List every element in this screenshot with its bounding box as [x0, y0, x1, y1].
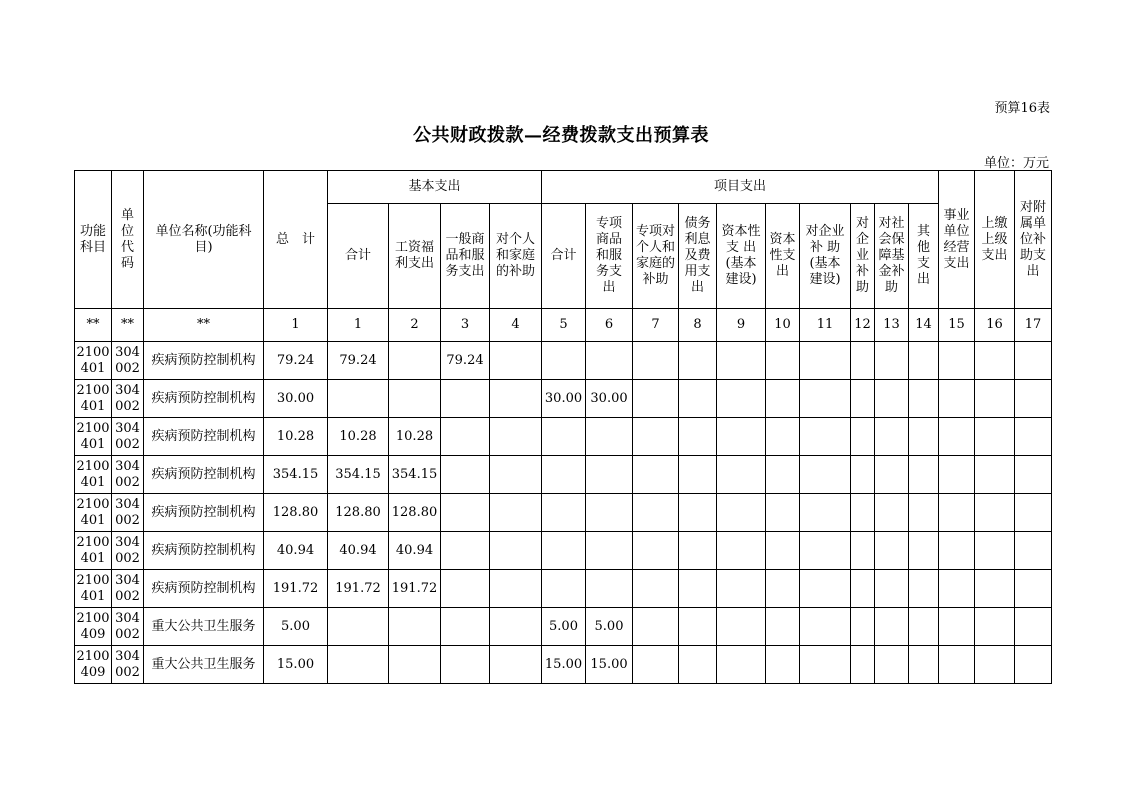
- header-enterprise-sub: 对 企 业 补 助: [851, 204, 875, 309]
- unit-name-cell: 疾病预防控制机构: [144, 380, 264, 418]
- empty-cell: [633, 380, 679, 418]
- empty-cell: [633, 456, 679, 494]
- empty-cell: [939, 456, 975, 494]
- total-cell: 79.24: [264, 342, 328, 380]
- proj-goods-cell: [586, 494, 633, 532]
- basic-total-cell: [328, 380, 389, 418]
- personal-cell: [490, 494, 542, 532]
- header-goods: 一般商 品和服 务支出: [441, 204, 490, 309]
- empty-cell: [717, 418, 766, 456]
- unit-code-cell: 304 002: [112, 418, 144, 456]
- empty-cell: [633, 342, 679, 380]
- empty-cell: [633, 418, 679, 456]
- goods-cell: [441, 570, 490, 608]
- table-row: [75, 608, 1052, 646]
- wage-cell: [389, 342, 441, 380]
- empty-cell: [800, 380, 851, 418]
- empty-cell: [939, 646, 975, 684]
- proj-total-cell: [542, 342, 586, 380]
- proj-total-cell: 5.00: [542, 608, 586, 646]
- empty-cell: [633, 570, 679, 608]
- empty-cell: [766, 418, 800, 456]
- empty-cell: [1015, 532, 1052, 570]
- unit-name-cell: 疾病预防控制机构: [144, 532, 264, 570]
- goods-cell: [441, 456, 490, 494]
- empty-cell: [766, 456, 800, 494]
- empty-cell: [851, 418, 875, 456]
- empty-cell: [975, 646, 1015, 684]
- empty-cell: [851, 494, 875, 532]
- wage-cell: 191.72: [389, 570, 441, 608]
- empty-cell: [717, 532, 766, 570]
- empty-cell: [851, 532, 875, 570]
- empty-cell: [909, 532, 939, 570]
- empty-cell: [679, 494, 717, 532]
- table-header: [75, 171, 1052, 342]
- empty-cell: [679, 418, 717, 456]
- personal-cell: [490, 608, 542, 646]
- header-affiliated: 对附 属单 位补 助支 出: [1015, 171, 1052, 309]
- goods-cell: [441, 646, 490, 684]
- empty-cell: [975, 532, 1015, 570]
- empty-cell: [975, 418, 1015, 456]
- empty-cell: [633, 532, 679, 570]
- header-func-subject: 功能 科目: [75, 171, 112, 309]
- empty-cell: [633, 608, 679, 646]
- empty-cell: [679, 532, 717, 570]
- proj-total-cell: 15.00: [542, 646, 586, 684]
- empty-cell: [975, 570, 1015, 608]
- empty-cell: [766, 532, 800, 570]
- empty-cell: [717, 608, 766, 646]
- empty-cell: [909, 342, 939, 380]
- empty-cell: [800, 570, 851, 608]
- unit-name-cell: 疾病预防控制机构: [144, 418, 264, 456]
- total-cell: 128.80: [264, 494, 328, 532]
- budget-table: [74, 170, 1052, 684]
- proj-goods-cell: [586, 418, 633, 456]
- empty-cell: [633, 494, 679, 532]
- index-cell: **: [112, 309, 144, 342]
- goods-cell: 79.24: [441, 342, 490, 380]
- empty-cell: [939, 494, 975, 532]
- empty-cell: [875, 570, 909, 608]
- index-cell: 9: [717, 309, 766, 342]
- index-cell: 14: [909, 309, 939, 342]
- personal-cell: [490, 646, 542, 684]
- empty-cell: [800, 494, 851, 532]
- index-cell: 8: [679, 309, 717, 342]
- empty-cell: [851, 608, 875, 646]
- empty-cell: [800, 456, 851, 494]
- empty-cell: [875, 380, 909, 418]
- index-cell: 6: [586, 309, 633, 342]
- unit-code-cell: 304 002: [112, 380, 144, 418]
- header-unit-name: 单位名称(功能科 目): [144, 171, 264, 309]
- total-cell: 30.00: [264, 380, 328, 418]
- unit-name-cell: 重大公共卫生服务: [144, 646, 264, 684]
- proj-total-cell: 30.00: [542, 380, 586, 418]
- empty-cell: [1015, 494, 1052, 532]
- empty-cell: [851, 456, 875, 494]
- wage-cell: 354.15: [389, 456, 441, 494]
- empty-cell: [717, 646, 766, 684]
- header-proj-personal: 专项对 个人和 家庭的 补助: [633, 204, 679, 309]
- personal-cell: [490, 342, 542, 380]
- header-enterprise: 对企业 补 助 (基本 建设): [800, 204, 851, 309]
- proj-total-cell: [542, 532, 586, 570]
- personal-cell: [490, 380, 542, 418]
- empty-cell: [1015, 380, 1052, 418]
- unit-name-cell: 疾病预防控制机构: [144, 342, 264, 380]
- empty-cell: [975, 608, 1015, 646]
- unit-code-cell: 304 002: [112, 570, 144, 608]
- total-cell: 354.15: [264, 456, 328, 494]
- empty-cell: [851, 380, 875, 418]
- proj-goods-cell: 15.00: [586, 646, 633, 684]
- empty-cell: [800, 342, 851, 380]
- proj-total-cell: [542, 456, 586, 494]
- empty-cell: [679, 456, 717, 494]
- empty-cell: [909, 646, 939, 684]
- basic-total-cell: 128.80: [328, 494, 389, 532]
- index-cell: 2: [389, 309, 441, 342]
- index-cell: 11: [800, 309, 851, 342]
- header-other: 其 他 支 出: [909, 204, 939, 309]
- empty-cell: [766, 570, 800, 608]
- table-row: [75, 342, 1052, 380]
- empty-cell: [851, 646, 875, 684]
- wage-cell: [389, 608, 441, 646]
- empty-cell: [875, 342, 909, 380]
- empty-cell: [766, 494, 800, 532]
- header-project-group: 项目支出: [542, 171, 939, 204]
- table-row: [75, 646, 1052, 684]
- index-cell: 17: [1015, 309, 1052, 342]
- empty-cell: [800, 532, 851, 570]
- basic-total-cell: 354.15: [328, 456, 389, 494]
- empty-cell: [679, 608, 717, 646]
- wage-cell: [389, 380, 441, 418]
- empty-cell: [975, 380, 1015, 418]
- empty-cell: [939, 342, 975, 380]
- empty-cell: [766, 342, 800, 380]
- empty-cell: [939, 570, 975, 608]
- empty-cell: [1015, 418, 1052, 456]
- personal-cell: [490, 456, 542, 494]
- basic-total-cell: 79.24: [328, 342, 389, 380]
- empty-cell: [633, 646, 679, 684]
- proj-total-cell: [542, 418, 586, 456]
- empty-cell: [679, 646, 717, 684]
- empty-cell: [766, 646, 800, 684]
- header-proj-goods: 专项 商品 和服 务支 出: [586, 204, 633, 309]
- table-row: [75, 380, 1052, 418]
- empty-cell: [851, 342, 875, 380]
- index-cell: **: [75, 309, 112, 342]
- empty-cell: [717, 494, 766, 532]
- basic-total-cell: 191.72: [328, 570, 389, 608]
- empty-cell: [800, 418, 851, 456]
- index-cell: 7: [633, 309, 679, 342]
- goods-cell: [441, 380, 490, 418]
- empty-cell: [717, 342, 766, 380]
- unit-code-cell: 304 002: [112, 608, 144, 646]
- unit-code-cell: 304 002: [112, 494, 144, 532]
- wage-cell: [389, 646, 441, 684]
- table-row: [75, 494, 1052, 532]
- empty-cell: [875, 608, 909, 646]
- index-cell: **: [144, 309, 264, 342]
- goods-cell: [441, 494, 490, 532]
- func-subject-cell: 2100 401: [75, 418, 112, 456]
- header-basic-group: 基本支出: [328, 171, 542, 204]
- header-capital-basic: 资本性 支 出 (基本 建设): [717, 204, 766, 309]
- empty-cell: [875, 418, 909, 456]
- empty-cell: [717, 570, 766, 608]
- index-cell: 5: [542, 309, 586, 342]
- empty-cell: [1015, 608, 1052, 646]
- empty-cell: [679, 380, 717, 418]
- index-cell: 16: [975, 309, 1015, 342]
- wage-cell: 40.94: [389, 532, 441, 570]
- proj-goods-cell: 30.00: [586, 380, 633, 418]
- empty-cell: [717, 456, 766, 494]
- proj-total-cell: [542, 570, 586, 608]
- empty-cell: [909, 494, 939, 532]
- empty-cell: [939, 418, 975, 456]
- empty-cell: [717, 380, 766, 418]
- personal-cell: [490, 418, 542, 456]
- empty-cell: [1015, 646, 1052, 684]
- personal-cell: [490, 570, 542, 608]
- empty-cell: [909, 456, 939, 494]
- index-cell: 1: [264, 309, 328, 342]
- basic-total-cell: [328, 608, 389, 646]
- header-personal: 对个人 和家庭 的补助: [490, 204, 542, 309]
- header-proj-total: 合计: [542, 204, 586, 309]
- table-row: [75, 570, 1052, 608]
- empty-cell: [975, 342, 1015, 380]
- basic-total-cell: [328, 646, 389, 684]
- empty-cell: [939, 380, 975, 418]
- empty-cell: [1015, 342, 1052, 380]
- unit-code-cell: 304 002: [112, 456, 144, 494]
- header-remit: 上缴 上级 支出: [975, 171, 1015, 309]
- unit-label: 单位：万元: [983, 156, 1049, 171]
- table-row: [75, 456, 1052, 494]
- proj-goods-cell: [586, 532, 633, 570]
- empty-cell: [679, 570, 717, 608]
- table-row: [75, 418, 1052, 456]
- unit-name-cell: 疾病预防控制机构: [144, 456, 264, 494]
- empty-cell: [800, 646, 851, 684]
- empty-cell: [875, 532, 909, 570]
- empty-cell: [875, 494, 909, 532]
- index-cell: 10: [766, 309, 800, 342]
- proj-goods-cell: [586, 342, 633, 380]
- func-subject-cell: 2100 409: [75, 646, 112, 684]
- unit-name-cell: 疾病预防控制机构: [144, 570, 264, 608]
- index-row: [75, 309, 1052, 342]
- empty-cell: [766, 380, 800, 418]
- proj-goods-cell: 5.00: [586, 608, 633, 646]
- wage-cell: 10.28: [389, 418, 441, 456]
- empty-cell: [975, 494, 1015, 532]
- empty-cell: [766, 608, 800, 646]
- personal-cell: [490, 532, 542, 570]
- index-cell: 1: [328, 309, 389, 342]
- header-business: 事业 单位 经营 支出: [939, 171, 975, 309]
- empty-cell: [800, 608, 851, 646]
- index-cell: 13: [875, 309, 909, 342]
- goods-cell: [441, 608, 490, 646]
- unit-code-cell: 304 002: [112, 646, 144, 684]
- header-social: 对社 会保 障基 金补 助: [875, 204, 909, 309]
- func-subject-cell: 2100 401: [75, 532, 112, 570]
- table-body: [75, 342, 1052, 684]
- index-cell: 15: [939, 309, 975, 342]
- empty-cell: [939, 532, 975, 570]
- func-subject-cell: 2100 409: [75, 608, 112, 646]
- basic-total-cell: 40.94: [328, 532, 389, 570]
- empty-cell: [909, 608, 939, 646]
- wage-cell: 128.80: [389, 494, 441, 532]
- header-basic-total: 合计: [328, 204, 389, 309]
- proj-goods-cell: [586, 570, 633, 608]
- unit-name-cell: 疾病预防控制机构: [144, 494, 264, 532]
- total-cell: 191.72: [264, 570, 328, 608]
- empty-cell: [975, 456, 1015, 494]
- total-cell: 10.28: [264, 418, 328, 456]
- header-wage: 工资福 利支出: [389, 204, 441, 309]
- unit-name-cell: 重大公共卫生服务: [144, 608, 264, 646]
- index-cell: 12: [851, 309, 875, 342]
- empty-cell: [679, 342, 717, 380]
- goods-cell: [441, 532, 490, 570]
- header-capital: 资本 性支 出: [766, 204, 800, 309]
- func-subject-cell: 2100 401: [75, 380, 112, 418]
- empty-cell: [1015, 456, 1052, 494]
- basic-total-cell: 10.28: [328, 418, 389, 456]
- header-total: 总 计: [264, 171, 328, 309]
- proj-goods-cell: [586, 456, 633, 494]
- empty-cell: [875, 646, 909, 684]
- empty-cell: [875, 456, 909, 494]
- func-subject-cell: 2100 401: [75, 342, 112, 380]
- unit-code-cell: 304 002: [112, 342, 144, 380]
- goods-cell: [441, 418, 490, 456]
- form-number: 预算16表: [994, 101, 1050, 116]
- table-row: [75, 532, 1052, 570]
- func-subject-cell: 2100 401: [75, 456, 112, 494]
- total-cell: 5.00: [264, 608, 328, 646]
- empty-cell: [939, 608, 975, 646]
- header-unit-code: 单 位 代 码: [112, 171, 144, 309]
- empty-cell: [909, 570, 939, 608]
- func-subject-cell: 2100 401: [75, 570, 112, 608]
- empty-cell: [909, 418, 939, 456]
- table-title: 公共财政拨款—经费拨款支出预算表: [413, 125, 709, 146]
- empty-cell: [909, 380, 939, 418]
- index-cell: 4: [490, 309, 542, 342]
- total-cell: 40.94: [264, 532, 328, 570]
- empty-cell: [1015, 570, 1052, 608]
- unit-code-cell: 304 002: [112, 532, 144, 570]
- proj-total-cell: [542, 494, 586, 532]
- header-debt: 债务 利息 及费 用支 出: [679, 204, 717, 309]
- total-cell: 15.00: [264, 646, 328, 684]
- empty-cell: [851, 570, 875, 608]
- index-cell: 3: [441, 309, 490, 342]
- func-subject-cell: 2100 401: [75, 494, 112, 532]
